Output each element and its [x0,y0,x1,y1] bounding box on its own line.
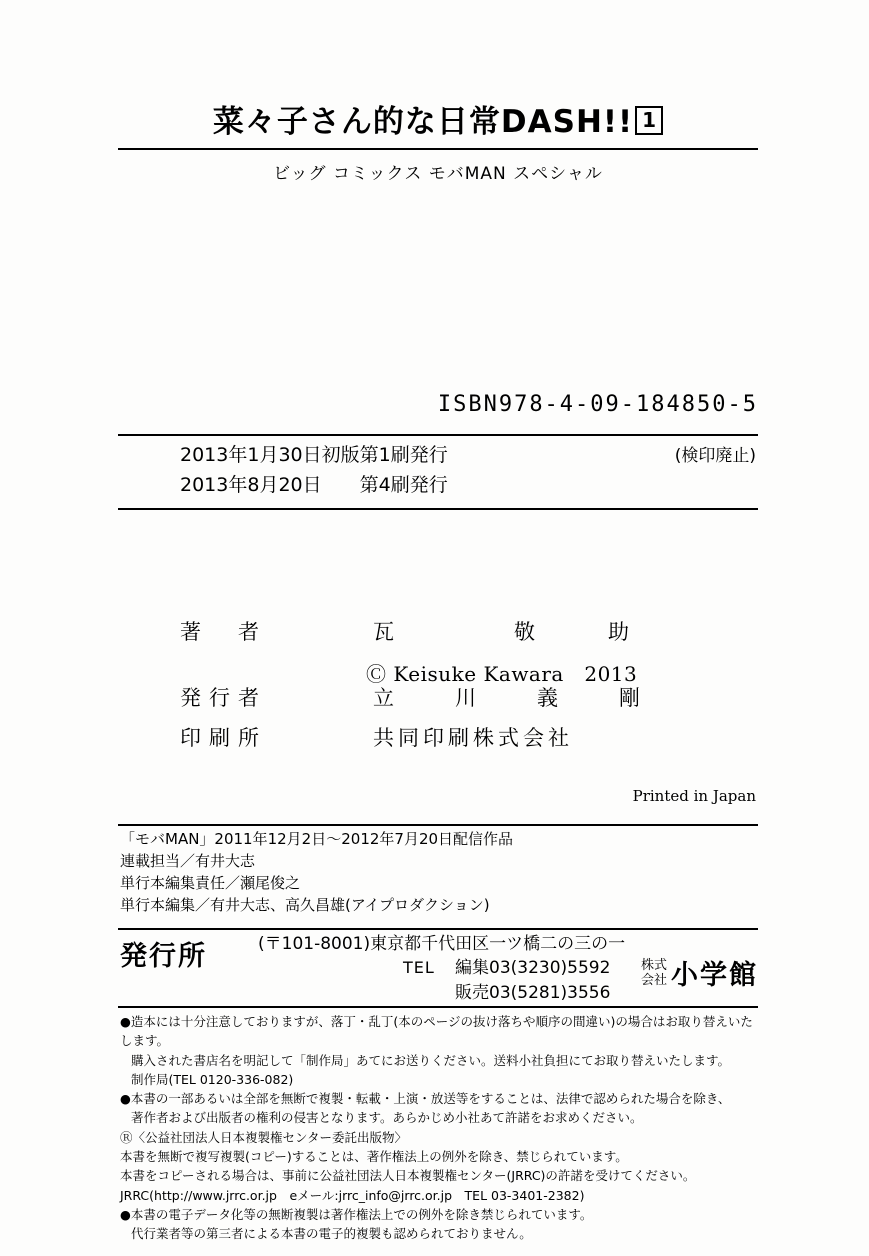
fine-line-10: ●本書の電子データ化等の無断複製は著作権法上での例外を除き禁じられています。 [120,1206,593,1222]
fine-line-4: ●本書の一部あるいは全部を無断で複製・転載・上演・放送等をすることは、法律で認められた場合を除き、 [120,1091,731,1107]
credit-row-author [118,616,758,660]
publisher-tel-label: TEL [403,958,435,977]
fine-line-8: 本書をコピーされる場合は、事前に公益社団法人日本複製権センター(JRRC)の許諾を受けてください。 [120,1168,696,1184]
credit-value-author: 瓦 敬 助 [373,620,655,644]
publisher-company-prefix-line1: 株式 [640,957,667,973]
book-title-row [118,96,758,141]
imprint-subtitle: ビッグ コミックス モバMAN スペシャル [273,164,603,184]
copyright-line: Ⓒ Keisuke Kawara 2013 [366,662,638,686]
isbn-divider-top [118,434,758,436]
fine-line-3: 制作局(TEL 0120-336-082) [131,1071,294,1087]
fine-line-6: Ⓡ〈公益社団法人日本複製権センター委託出版物〉 [120,1129,408,1145]
credit-label-printer: 印刷所 [180,726,267,750]
publisher-company [641,953,758,992]
credit-value-publisher-person: 立 川 義 剛 [373,686,660,710]
publisher-label: 発行所 [120,941,207,972]
credit-value-printer: 共同印刷株式会社 [373,726,573,750]
note-line-3: 単行本編集責任／瀬尾俊之 [120,874,301,892]
publisher-tel-sales: 販売03(5281)3556 [455,983,611,1003]
print-dates [180,440,448,500]
credit-row-printer [118,722,758,766]
print-date-first: 2013年1月30日初版第1刷発行 [180,444,448,466]
colophon-content [118,0,758,1256]
fine-line-2: 購入された書店名を明記して「制作局」あてにお送りください。送料小社負担にてお取り替えいたします。 [131,1052,731,1068]
publisher-address: (〒101-8001)東京都千代田区一ツ橋二の三の一 [258,934,626,954]
fine-line-11: 代行業者等の第三者による本書の電子的複製も認められておりません。 [131,1226,532,1242]
fine-line-9: JRRC(http://www.jrrc.or.jp eメール:jrrc_info@jrrc.or.jp TEL 03-3401-2382) [120,1187,585,1203]
credits-block [118,616,758,766]
title-divider [118,148,758,150]
publisher-company-name: 小学館 [671,960,758,991]
serialization-notes [120,828,513,916]
credit-label-author: 著 者 [180,620,267,644]
credit-label-publisher-person: 発行者 [180,686,267,710]
note-line-2: 連載担当／有井大志 [120,852,256,870]
publisher-divider [118,928,758,930]
fine-line-7: 本書を無断で複写複製(コピー)することは、著作権法上の例外を除き、禁じられています。 [120,1149,628,1165]
printed-in-japan: Printed in Japan [632,787,756,805]
fine-line-1: ●造本には十分注意しておりますが、落丁・乱丁(本のページの抜け落ちや順序の間違い)の場合はお取り替えいたします。 [120,1014,753,1049]
publisher-tel-editorial: 編集03(3230)5592 [455,958,611,978]
isbn-code: ISBN978-4-09-184850-5 [437,392,758,417]
publisher-company-prefix-line2: 会社 [640,972,667,988]
fine-print-divider [118,1006,758,1008]
fine-print-block [120,1012,760,1244]
publisher-company-prefix [641,958,667,988]
note-line-4: 単行本編集／有井大志、高久昌雄(アイプロダクション) [120,896,490,914]
book-title: 菜々子さん的な日常DASH!! [212,104,634,140]
fine-line-5: 著作者および出版者の権利の侵害となります。あらかじめ小社あて許諾をお求めください。 [131,1110,643,1126]
note-line-1: 「モバMAN」2011年12月2日〜2012年7月20日配信作品 [120,830,514,848]
publisher-tel-numbers [455,956,610,1006]
volume-number: 1 [635,106,663,135]
isbn-divider-bottom [118,508,758,510]
kenin-note: (検印廃止) [674,446,756,466]
notes-divider [118,824,758,826]
print-date-fourth: 2013年8月20日 第4刷発行 [180,474,448,496]
